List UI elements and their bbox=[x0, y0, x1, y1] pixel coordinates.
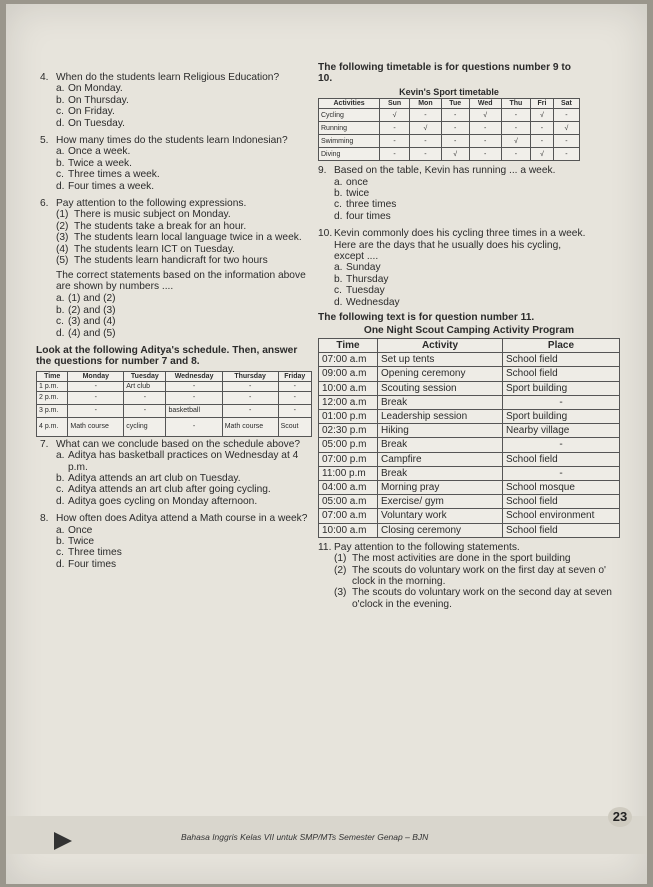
option[interactable]: b. twice bbox=[334, 188, 370, 200]
scout-intro: The following text is for question number 11. bbox=[318, 312, 535, 324]
table-row: Diving - - √ - - √ - bbox=[319, 148, 580, 161]
option[interactable]: b. Aditya attends an art club on Tuesday. bbox=[56, 472, 241, 484]
page-number: 23 bbox=[608, 807, 632, 827]
option[interactable]: d. Four times a week. bbox=[56, 180, 155, 192]
question-6: 6. Pay attention to the following expressions. (1) There is music subject on Monday. (2) The students take a break for an hour. (3) The students learn local language twice in a week. (4) The students learn ICT on Tuesday. (5) The students learn handicraft for two hours The correct statements based on the information above are shown by numbers .... a. (1) and (2) b. (2) and (3) c. (3) and (4) d. (4) and (5) bbox=[40, 198, 312, 339]
table-header: Thursday bbox=[222, 371, 278, 381]
option[interactable]: c. Three times bbox=[56, 547, 122, 559]
option[interactable]: d. Aditya goes cycling on Monday afternoon. bbox=[56, 495, 258, 507]
kevin-table-title: Kevin's Sport timetable bbox=[399, 86, 499, 97]
table-row: 05:00 a.m Exercise/ gym School field bbox=[319, 495, 620, 509]
option[interactable]: d. (4) and (5) bbox=[56, 327, 116, 339]
table-row: 10:00 a.m Scouting session Sport building bbox=[319, 381, 620, 395]
table-header: Wednesday bbox=[166, 371, 222, 381]
table-header: Friday bbox=[278, 371, 311, 381]
question-9: 9. Based on the table, Kevin has running ... a week. a. once b. twice c. three times d. four times bbox=[318, 165, 588, 222]
option[interactable]: b. Twice bbox=[56, 536, 95, 547]
question-10: 10. Kevin commonly does his cycling three times in a week. Here are the days that he usually does his cycling, except .... a. Sunday b. Thursday c. Tuesday d. Wednesday bbox=[318, 228, 588, 308]
question-5: 5. How many times do the students learn Indonesian? a. Once a week. b. Twice a week. c. Three times a week. d. Four times a week. bbox=[40, 135, 290, 192]
question-8: 8. How often does Aditya attend a Math course in a week? a. Once b. Twice c. Three times d. Four times bbox=[40, 513, 310, 570]
table-row: 3 p.m. - - basketball - - bbox=[37, 404, 312, 417]
table-row: 10:00 a.m Closing ceremony School field bbox=[319, 523, 620, 537]
option[interactable]: c. Aditya attends an art club after going cycling. bbox=[56, 484, 271, 496]
table-row: Swimming - - - - √ - - bbox=[319, 135, 580, 148]
option[interactable]: c. On Friday. bbox=[56, 106, 115, 118]
option[interactable]: d. On Tuesday. bbox=[56, 117, 126, 129]
table-header: Monday bbox=[68, 371, 124, 381]
option[interactable]: d. Four times bbox=[56, 558, 117, 570]
statement: (1) There is music subject on Monday. bbox=[56, 209, 231, 221]
table-row: 4 p.m. Math course cycling - Math course Scout bbox=[37, 417, 312, 436]
table-header: Time bbox=[37, 371, 68, 381]
table-row: 01:00 p.m Leadership session Sport building bbox=[319, 409, 620, 423]
statement: (3) The students learn local language twice in a week. bbox=[56, 232, 302, 244]
table-row: 1 p.m. - Art club - - - bbox=[37, 381, 312, 391]
statement: (3) The scouts do voluntary work on the second day at seven o'clock in the evening. bbox=[334, 587, 612, 610]
question-6-prompt: The correct statements based on the information above are shown by numbers .... bbox=[56, 269, 306, 292]
table-row: Running - √ - - - - √ bbox=[319, 122, 580, 135]
worksheet-page bbox=[6, 4, 647, 884]
statement: (5) The students learn handicraft for two hours bbox=[56, 255, 268, 267]
option[interactable]: d. Wednesday bbox=[334, 296, 400, 308]
statement: (1) The most activities are done in the sport building bbox=[334, 553, 571, 565]
statement: (2) The students take a break for an hour. bbox=[56, 220, 247, 232]
option[interactable]: c. three times bbox=[334, 199, 397, 211]
table-row: 11:00 p.m Break - bbox=[319, 466, 620, 480]
table-row: 07:00 p.m Campfire School field bbox=[319, 452, 620, 466]
option[interactable]: b. On Thursday. bbox=[56, 94, 129, 106]
aditya-intro: Look at the following Aditya's schedule. Then, answer the questions for number 7 and 8. bbox=[36, 344, 298, 368]
option[interactable]: a. once bbox=[334, 176, 369, 188]
footer-text: Bahasa Inggris Kelas VII untuk SMP/MTs Semester Genap – BJN bbox=[181, 832, 429, 842]
table-row: 09:00 a.m Opening ceremony School field bbox=[319, 367, 620, 381]
option[interactable]: a. Aditya has basketball practices on Wednesday at 4 p.m. bbox=[56, 450, 299, 473]
option[interactable]: a. Sunday bbox=[334, 262, 381, 274]
right-column bbox=[318, 62, 640, 616]
question-7: 7. What can we conclude based on the schedule above? a. Aditya has basketball practices on Wednesday at 4 p.m. b. Aditya attends an art club on Tuesday. c. Aditya attends an art club after going cycling. d. Aditya goes cycling on Monday afternoon. bbox=[40, 439, 310, 507]
table-row: 05:00 p.m Break - bbox=[319, 438, 620, 452]
table-header: Tuesday bbox=[124, 371, 166, 381]
table-row: 04:00 a.m Morning pray School mosque bbox=[319, 480, 620, 494]
kevin-intro: The following timetable is for questions number 9 to 10. bbox=[318, 62, 572, 85]
aditya-schedule-table bbox=[36, 371, 312, 437]
question-4-text: When do the students learn Religious Education? bbox=[56, 72, 280, 83]
kevin-sport-table: Activities Sun Mon Tue Wed Thu Fri Sat Cycling √ - - √ - √ - Running - √ - - - - √ Swimming - - - - √ - - Diving - - √ - - √ - bbox=[318, 98, 580, 161]
option[interactable]: a. On Monday. bbox=[56, 83, 123, 95]
option[interactable]: b. (2) and (3) bbox=[56, 304, 116, 316]
option[interactable]: a. Once a week. bbox=[56, 146, 131, 158]
statement: (2) The scouts do voluntary work on the first day at seven o' clock in the morning. bbox=[334, 564, 606, 587]
option[interactable]: a. Once bbox=[56, 524, 93, 536]
option[interactable]: a. (1) and (2) bbox=[56, 293, 116, 305]
option[interactable]: c. (3) and (4) bbox=[56, 316, 116, 328]
question-11: 11. Pay attention to the following statements. (1) The most activities are done in the sport building (2) The scouts do voluntary work on the first day at seven o' clock in the morning. (3) The scouts do voluntary work on the second day at seven o'clock in the evening. bbox=[318, 542, 618, 610]
table-row: Cycling √ - - √ - √ - bbox=[319, 109, 580, 122]
question-4: 4. When do the students learn Religious Education? a. On Monday. b. On Thursday. c. On Friday. d. On Tuesday. bbox=[40, 72, 332, 129]
table-row: 2 p.m. - - - - - bbox=[37, 391, 312, 404]
left-column bbox=[36, 72, 332, 576]
table-row: 07:00 a.m Voluntary work School environment bbox=[319, 509, 620, 523]
option[interactable]: c. Three times a week. bbox=[56, 169, 160, 181]
table-row: 07:00 a.m Set up tents School field bbox=[319, 353, 620, 367]
option[interactable]: c. Tuesday bbox=[334, 285, 385, 297]
statement: (4) The students learn ICT on Tuesday. bbox=[56, 243, 236, 255]
table-row: 12:00 a.m Break - bbox=[319, 395, 620, 409]
scout-table-title: One Night Scout Camping Activity Program bbox=[363, 324, 575, 336]
table-row: 02:30 p.m Hiking Nearby village bbox=[319, 424, 620, 438]
option[interactable]: b. Thursday bbox=[334, 273, 389, 285]
scout-program-table: Time Activity Place 07:00 a.m Set up tents School field 09:00 a.m Opening ceremony School field 10:00 a.m Scouting session Sport building 12:00 a.m Break - 01:00 p.m Leadership session Sport building 02:30 p.m Hiking Nearby village 05:00 p.m Break - 07:00 p.m Campfire School field 11:00 p.m Break - 04:00 a.m Morning pray School mosque 05:00 a.m Exercise/ gym School field 07:00 a.m Voluntary work School environment 10:00 a.m Closing ceremony School field bbox=[318, 338, 620, 538]
option[interactable]: d. four times bbox=[334, 210, 391, 222]
option[interactable]: b. Twice a week. bbox=[56, 157, 132, 169]
